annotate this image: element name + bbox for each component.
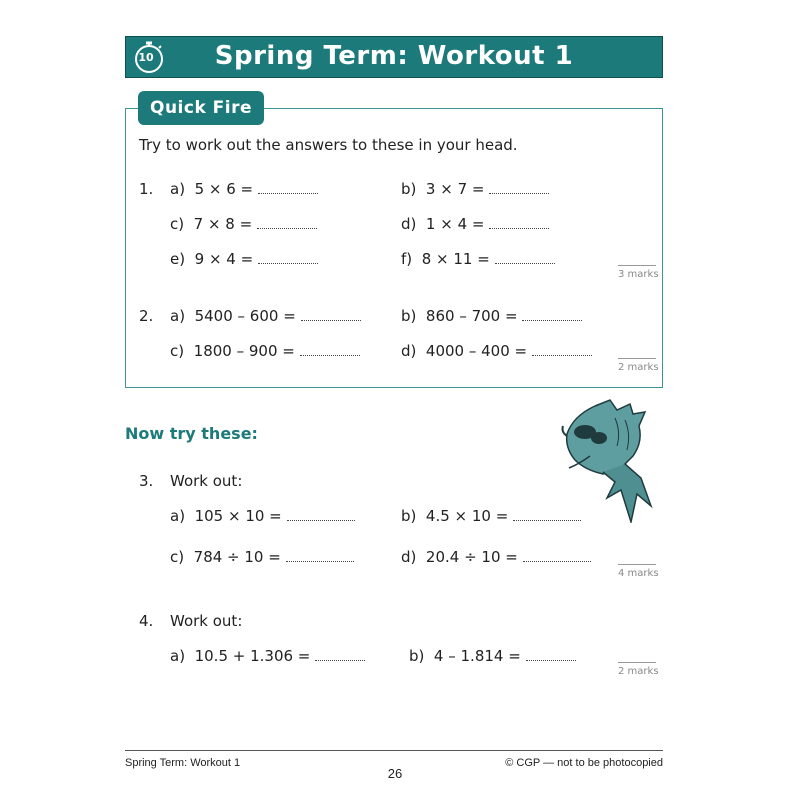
q1-part-a (170, 180, 318, 198)
q1-part-c (170, 215, 317, 233)
part-label: f) (401, 250, 413, 268)
part-expression: 8 × 11 = (421, 250, 490, 268)
part-expression: 7 × 8 = (193, 215, 253, 233)
q1-part-f (401, 250, 555, 268)
question-number-3: 3. (139, 472, 154, 490)
q2-marks: 2 marks (618, 362, 659, 373)
part-expression: 9 × 4 = (194, 250, 254, 268)
q3-part-c (170, 548, 354, 566)
instruction-text: Try to work out the answers to these in your head. (139, 136, 518, 154)
answer-blank[interactable] (489, 181, 549, 194)
timer-minutes: 10 (138, 51, 154, 64)
q1-marks: 3 marks (618, 269, 659, 280)
part-label: a) (170, 647, 186, 665)
part-expression: 784 ÷ 10 = (193, 548, 281, 566)
part-expression: 1 × 4 = (425, 215, 485, 233)
q2-part-b (401, 307, 582, 325)
answer-blank[interactable] (526, 648, 576, 661)
part-label: c) (170, 342, 185, 360)
answer-blank[interactable] (287, 508, 355, 521)
q1-part-e (170, 250, 318, 268)
q4-part-a (170, 647, 365, 665)
answer-blank[interactable] (258, 181, 318, 194)
footer-left: Spring Term: Workout 1 (125, 757, 241, 769)
marks-rule (618, 662, 656, 663)
q3-part-a (170, 507, 355, 525)
part-label: a) (170, 507, 186, 525)
answer-blank[interactable] (523, 549, 591, 562)
marks-rule (618, 564, 656, 565)
part-expression: 4000 – 400 = (425, 342, 528, 360)
q3-marks: 4 marks (618, 568, 659, 579)
q4-prompt: Work out: (170, 612, 243, 630)
answer-blank[interactable] (286, 549, 354, 562)
answer-blank[interactable] (258, 251, 318, 264)
part-label: b) (401, 507, 417, 525)
part-expression: 1800 – 900 = (193, 342, 295, 360)
part-expression: 20.4 ÷ 10 = (425, 548, 518, 566)
answer-blank[interactable] (522, 308, 582, 321)
answer-blank[interactable] (513, 508, 581, 521)
part-expression: 4.5 × 10 = (425, 507, 509, 525)
answer-blank[interactable] (300, 343, 360, 356)
answer-blank[interactable] (315, 648, 365, 661)
part-label: a) (170, 307, 186, 325)
q2-part-c (170, 342, 360, 360)
footer-right: © CGP — not to be photocopied (505, 757, 663, 769)
part-label: a) (170, 180, 186, 198)
q2-part-d (401, 342, 592, 360)
q3-part-b (401, 507, 581, 525)
q4-part-b (409, 647, 576, 665)
q3-part-d (401, 548, 591, 566)
part-label: c) (170, 215, 185, 233)
part-expression: 5 × 6 = (194, 180, 254, 198)
part-label: d) (401, 342, 417, 360)
q4-marks: 2 marks (618, 666, 659, 677)
part-expression: 860 – 700 = (425, 307, 518, 325)
q1-part-b (401, 180, 549, 198)
answer-blank[interactable] (489, 216, 549, 229)
answer-blank[interactable] (532, 343, 592, 356)
part-label: e) (170, 250, 186, 268)
part-label: d) (401, 548, 417, 566)
marks-rule (618, 265, 656, 266)
answer-blank[interactable] (495, 251, 555, 264)
header-bar (125, 36, 663, 78)
q2-part-a (170, 307, 361, 325)
part-expression: 5400 – 600 = (194, 307, 296, 325)
fish-illustration (555, 398, 660, 523)
part-label: c) (170, 548, 185, 566)
part-label: b) (409, 647, 425, 665)
part-expression: 3 × 7 = (425, 180, 485, 198)
q1-part-d (401, 215, 549, 233)
part-label: b) (401, 180, 417, 198)
part-expression: 105 × 10 = (194, 507, 282, 525)
page-number: 26 (387, 766, 403, 781)
quick-fire-tab: Quick Fire (138, 91, 264, 125)
part-label: b) (401, 307, 417, 325)
part-label: d) (401, 215, 417, 233)
marks-rule (618, 358, 656, 359)
answer-blank[interactable] (257, 216, 317, 229)
now-try-heading: Now try these: (125, 424, 258, 443)
answer-blank[interactable] (301, 308, 361, 321)
q3-prompt: Work out: (170, 472, 243, 490)
question-number-1: 1. (139, 180, 154, 198)
question-number-4: 4. (139, 612, 154, 630)
part-expression: 4 – 1.814 = (433, 647, 521, 665)
part-expression: 10.5 + 1.306 = (194, 647, 311, 665)
footer-rule (125, 750, 663, 751)
page-title: Spring Term: Workout 1 (214, 41, 574, 71)
question-number-2: 2. (139, 307, 154, 325)
